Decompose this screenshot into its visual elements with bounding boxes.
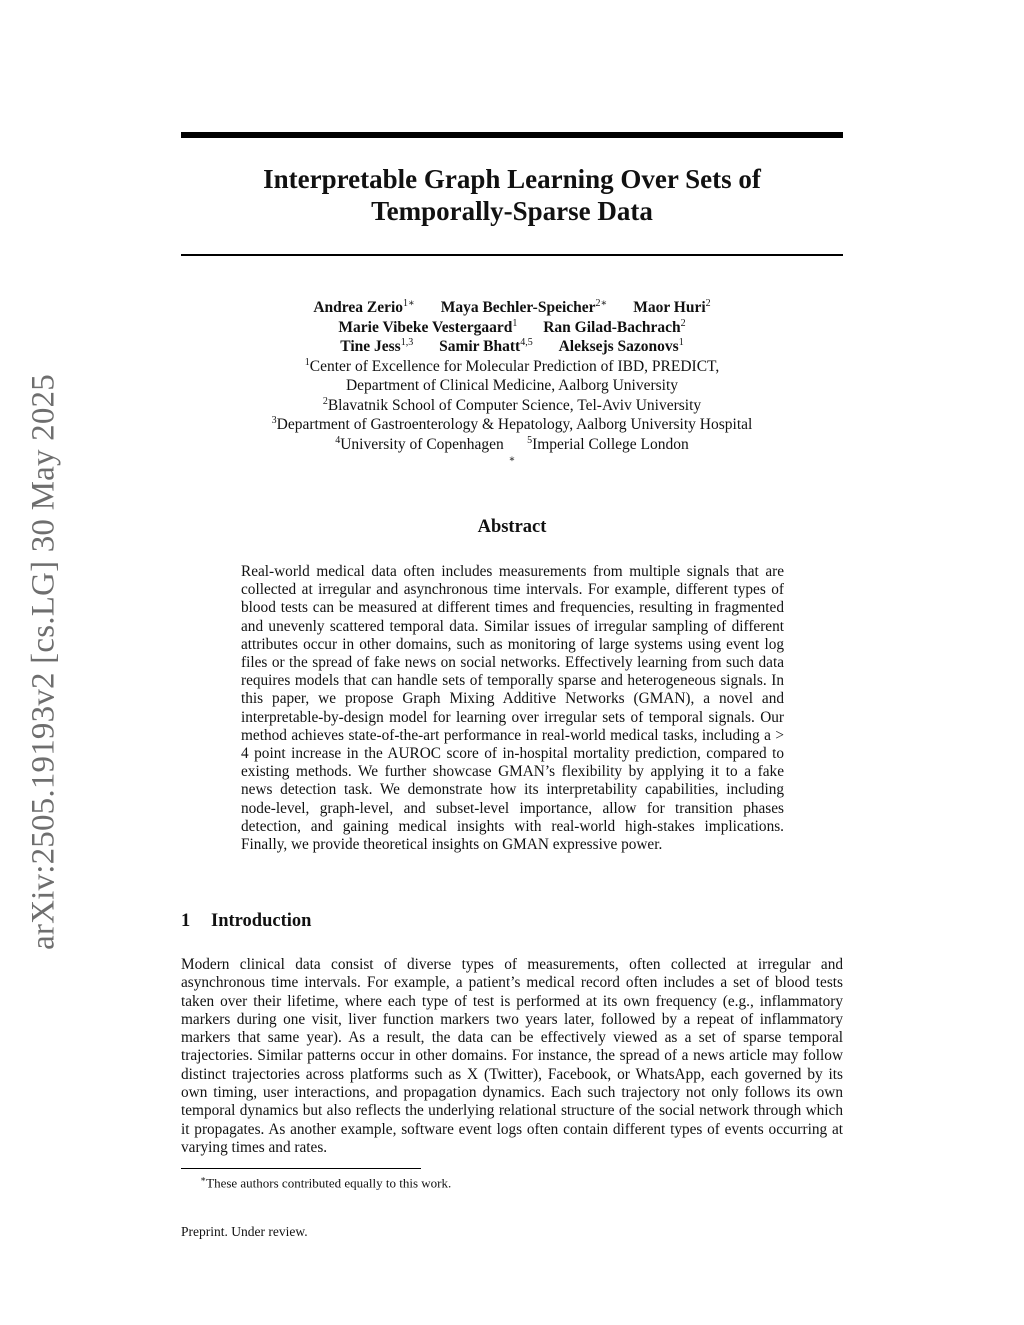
title-line-2: Temporally-Sparse Data bbox=[371, 196, 653, 226]
title-bottom-rule bbox=[181, 254, 843, 256]
footnote: ∗These authors contributed equally to this work. bbox=[200, 1174, 452, 1191]
author-block bbox=[181, 298, 843, 474]
abstract-heading: Abstract bbox=[477, 517, 547, 537]
preprint-note: Preprint. Under review. bbox=[181, 1224, 308, 1239]
title-line-1: Interpretable Graph Learning Over Sets of bbox=[263, 164, 761, 194]
author-line-1 bbox=[181, 298, 843, 318]
section-title: Introduction bbox=[211, 911, 312, 931]
section-number: 1 bbox=[181, 911, 191, 931]
author-name: Aleksejs Sazonovs$^1$ bbox=[558, 336, 684, 355]
affiliation-1: $^1$Center of Excellence for Molecular Prediction of IBD, PREDICT, bbox=[304, 356, 720, 375]
abstract-text: Real-world medical data often includes measurements from multiple signals that are collected at irregular and asynchronous time intervals. For example, different types of blood tests can be measured at different times and frequencies, resulting in fragmented and unevenly scattered temporal data. Similar issues of irregular sampling of different attributes occur in other domains, such as monitoring of large systems using event log files or the spread of fake news on social networks. Effectively learning from such data requires models that can handle sets of temporally sparse and heterogeneous signals. In this paper, we propose Graph Mixing Additive Networks (GMAN), a novel and interpretable-by-design model for learning over irregular sets of temporal signals. Our method achieves state-of-the-art performance in real-world medical tasks, including a > 4 point increase in the AUROC score of in-hospital mortality prediction, compared to existing methods. We further showcase GMAN’s flexibility by applying it to a fake news detection task. We demonstrate how its interpretability capabilities, including node-level, graph-level, and subset-level importance, allow for transition phases detection, and gaining medical insights with real-world high-stakes implications. Finally, we provide theoretical insights on GMAN expressive power. bbox=[241, 563, 784, 854]
title-top-rule bbox=[181, 132, 843, 138]
affiliation-2: $^2$Blavatnik School of Computer Science, Tel-Aviv University bbox=[322, 395, 702, 414]
author-name: Andrea Zerio$^{1∗}$ bbox=[313, 297, 415, 316]
affiliation-1-cont: Department of Clinical Medicine, Aalborg University bbox=[345, 377, 679, 394]
author-name: Maor Huri$^2$ bbox=[633, 297, 711, 316]
affiliation-4-5: $^4$University of Copenhagen $^5$Imperial College London bbox=[335, 434, 689, 453]
author-name: Marie Vibeke Vestergaard$^1$ bbox=[338, 317, 518, 336]
author-name: Maya Bechler-Speicher$^{2∗}$ bbox=[440, 297, 608, 316]
arxiv-identifier: arXiv:2505.19193v2 [cs.LG] 30 May 2025 bbox=[25, 374, 62, 950]
footnote-rule bbox=[181, 1168, 421, 1169]
author-name: Samir Bhatt$^{4,5}$ bbox=[439, 336, 533, 355]
introduction-text: Modern clinical data consist of diverse types of measurements, often collected at irregular and asynchronous time intervals. For example, a patient’s medical record often includes a set of blood tests taken over their lifetime, where each type of test is performed at its own frequency (e.g., inflammatory markers during one visit, liver function markers two years later, followed by a repeat of inflammatory markers that same year). As a result, the data can be effectively viewed as a set of sparse temporal trajectories. Similar patterns occur in other domains. For instance, the spread of a news article may follow distinct trajectories across platforms such as X (Twitter), Facebook, or WhatsApp, each governed by its own timing, user interactions, and propagation dynamics. Each such trajectory not only follows its own temporal dynamics but also reflects the underlying relational structure of the social network through which it propagates. As another example, software event logs often contain different types of events occurring at varying times and rates. bbox=[181, 956, 843, 1156]
section-heading-introduction bbox=[181, 911, 311, 932]
paper-title bbox=[181, 163, 843, 227]
affiliation-3: $^3$Department of Gastroenterology & Hepatology, Aalborg University Hospital bbox=[271, 414, 753, 433]
author-name: Ran Gilad-Bachrach$^2$ bbox=[543, 317, 686, 336]
author-name: Tine Jess$^{1,3}$ bbox=[340, 336, 414, 355]
author-line-2 bbox=[181, 318, 843, 338]
affiliation-star: ∗ bbox=[508, 453, 516, 465]
author-line-3 bbox=[181, 337, 843, 357]
